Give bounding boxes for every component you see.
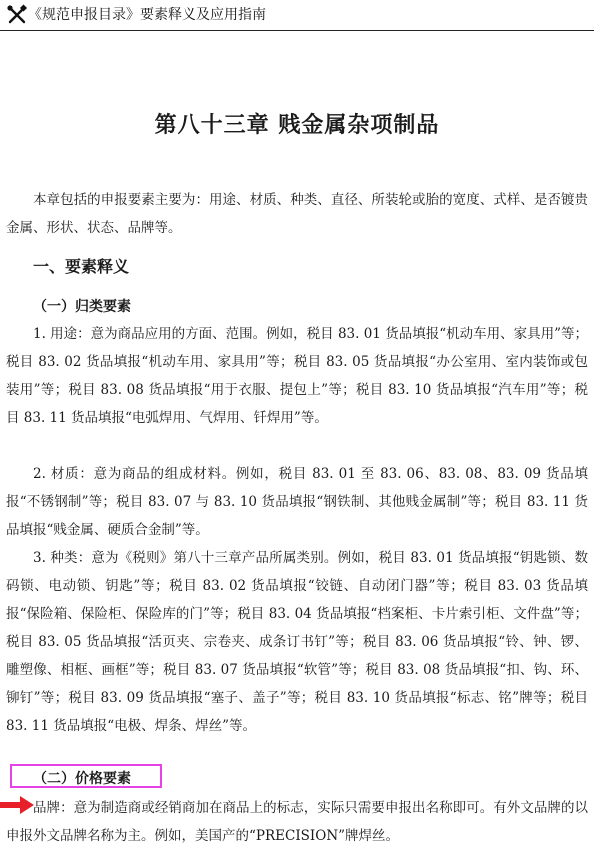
element-brand-paragraph: 品牌：意为制造商或经销商加在商品上的标志，实际只需要申报出名称即可。有外文品牌的以申报外文品牌名称为主。例如，美国产的“PRECISION”牌焊丝。 — [6, 800, 588, 844]
section-heading-definitions: 一、要素释义 — [33, 257, 130, 276]
page-header — [0, 0, 594, 30]
subsection-heading-price: （二）价格要素 — [33, 771, 131, 787]
subsection-heading-classification: （一）归类要素 — [33, 299, 131, 315]
header-rule — [0, 30, 594, 31]
element-material-paragraph: 2. 材质：意为商品的组成材料。例如，税目 83. 01 至 83. 06、83. 08、83. 09 货品填报“不锈钢制”等；税目 83. 07 与 83. 10 货品填报“钢铁制、其他贱金属制”等；税目 83. 11 货品填报“贱金属、硬质合金制”等。 — [6, 466, 588, 538]
element-usage-paragraph: 1. 用途：意为商品应用的方面、范围。例如，税目 83. 01 货品填报“机动车用、家具用”等；税目 83. 02 货品填报“机动车用、家具用”等；税目 83. 05 货品填报“办公室用、室内装饰或包装用”等；税目 83. 08 货品填报“用于衣服、提包上”等；税目 83. 10 货品填报“汽车用”等；税目 83. 11 货品填报“电弧焊用、气焊用、钎焊用”等。 — [6, 326, 588, 426]
element-type-paragraph: 3. 种类：意为《税则》第八十三章产品所属类别。例如，税目 83. 01 货品填报“钥匙锁、数码锁、电动锁、钥匙”等；税目 83. 02 货品填报“铰链、自动闭门器”等；税目 83. 03 货品填报“保险箱、保险柜、保险库的门”等；税目 83. 04 货品填报“档案柜、卡片索引柜、文件盘”等；税目 83. 05 货品填报“活页夹、宗卷夹、成条订书钉”等；税目 83. 06 货品填报“铃、钟、锣、雕塑像、相框、画框”等；税目 83. 07 货品填报“软管”等；税目 83. 08 货品填报“扣、钩、环、铆钉”等；税目 83. 09 货品填报“塞子、盖子”等；税目 83. 10 货品填报“标志、铭”牌等；税目 83. 11 货品填报“电极、焊条、焊丝”等。 — [6, 550, 588, 734]
header-title: 《规范申报目录》要素释义及应用指南 — [28, 7, 266, 23]
intro-paragraph: 本章包括的申报要素主要为：用途、材质、种类、直径、所装轮或胎的宽度、式样、是否镀贵金属、形状、状态、品牌等。 — [6, 192, 588, 236]
tools-logo-icon — [6, 4, 28, 26]
chapter-title: 第八十三章 贱金属杂项制品 — [154, 112, 440, 138]
